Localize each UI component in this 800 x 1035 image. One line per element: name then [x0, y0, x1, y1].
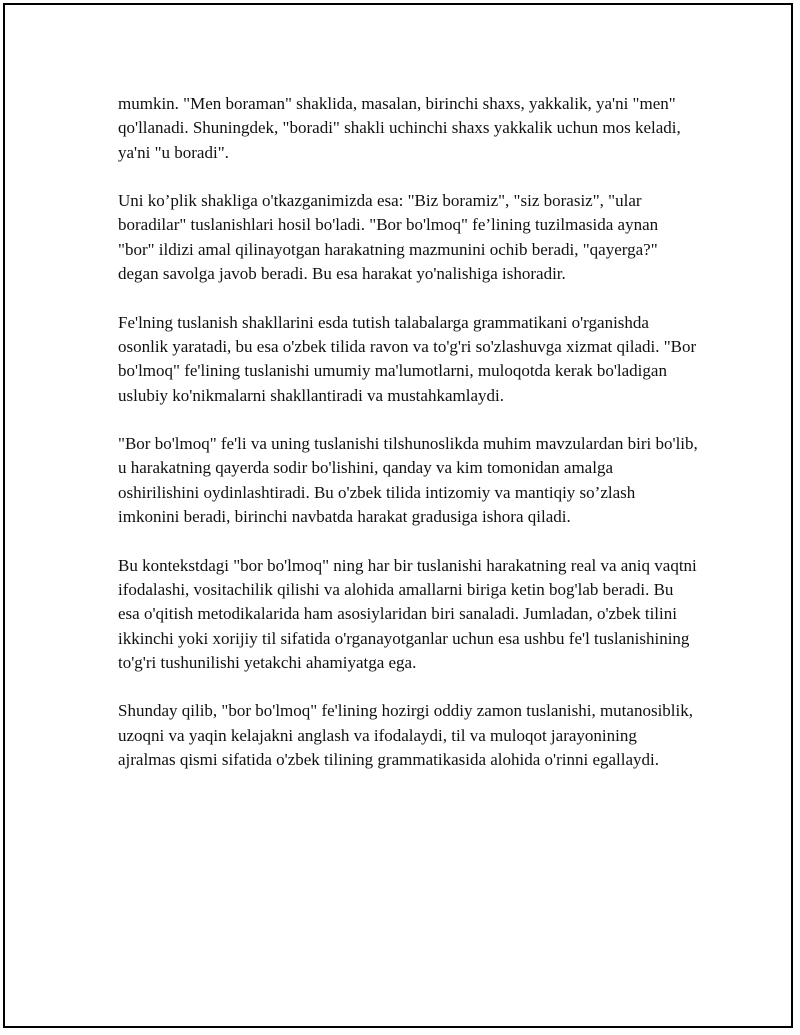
paragraph-1: mumkin. "Men boraman" shaklida, masalan, birinchi shaxs, yakkalik, ya'ni "men" qo'llanadi. Shuningdek, "boradi" shakli uchinchi shaxs yakkalik uchun mos keladi, ya'ni "u boradi". — [118, 94, 681, 162]
paragraph-4: "Bor bo'lmoq" fe'li va uning tuslanishi tilshunoslikda muhim mavzulardan biri bo'lib, u harakatning qayerda sodir bo'lishini, qanday va kim tomonidan amalga oshirilishini oydinlashtiradi. Bu o'zbek tilida intizomiy va mantiqiy so’zlash imkonini beradi, birinchi navbatda harakat gradusiga ishora qiladi. — [118, 434, 698, 527]
paragraph-2: Uni ko’plik shakliga o'tkazganimizda esa: "Biz boramiz", "siz borasiz", "ular boradilar" tuslanishlari hosil bo'ladi. "Bor bo'lmoq" fe’lining tuzilmasida aynan "bor" ildizi amal qilinayotgan harakatning mazmunini ochib beradi, "qayerga?" degan savolga javob beradi. Bu esa harakat yo'nalishiga ishoradir. — [118, 191, 659, 284]
paragraph-5: Bu kontekstdagi "bor bo'lmoq" ning har bir tuslanishi harakatning real va aniq vaqtni ifodalashi, vositachilik qilishi va alohida amallarni biriga ketin bog'lab beradi. Bu esa o'qitish metodikalarida ham asosiylaridan biri sanaladi. Jumladan, o'zbek tilini ikkinchi yoki xorijiy til sifatida o'rganayotganlar uchun esa ushbu fe'l tuslanishining to'g'ri tushunilishi yetakchi ahamiyatga ega. — [118, 555, 697, 672]
document-body — [118, 92, 698, 797]
paragraph-6: Shunday qilib, "bor bo'lmoq" fe'lining hozirgi oddiy zamon tuslanishi, mutanosiblik, uzoqni va yaqin kelajakni anglash va ifodalaydi, til va muloqot jarayonining ajralmas qismi sifatida o'zbek tilining grammatikasida alohida o'rinni egallaydi. — [118, 701, 693, 770]
paragraph-3: Fe'lning tuslanish shakllarini esda tutish talabalarga grammatikani o'rganishda osonlik yaratadi, bu esa o'zbek tilida ravon va to'g'ri so'zlashuvga xizmat qiladi. "Bor bo'lmoq" fe'lining tuslanishi umumiy ma'lumotlarni, muloqotda kerak bo'ladigan uslubiy ko'nikmalarni shakllantiradi va mustahkamlaydi. — [118, 312, 697, 405]
